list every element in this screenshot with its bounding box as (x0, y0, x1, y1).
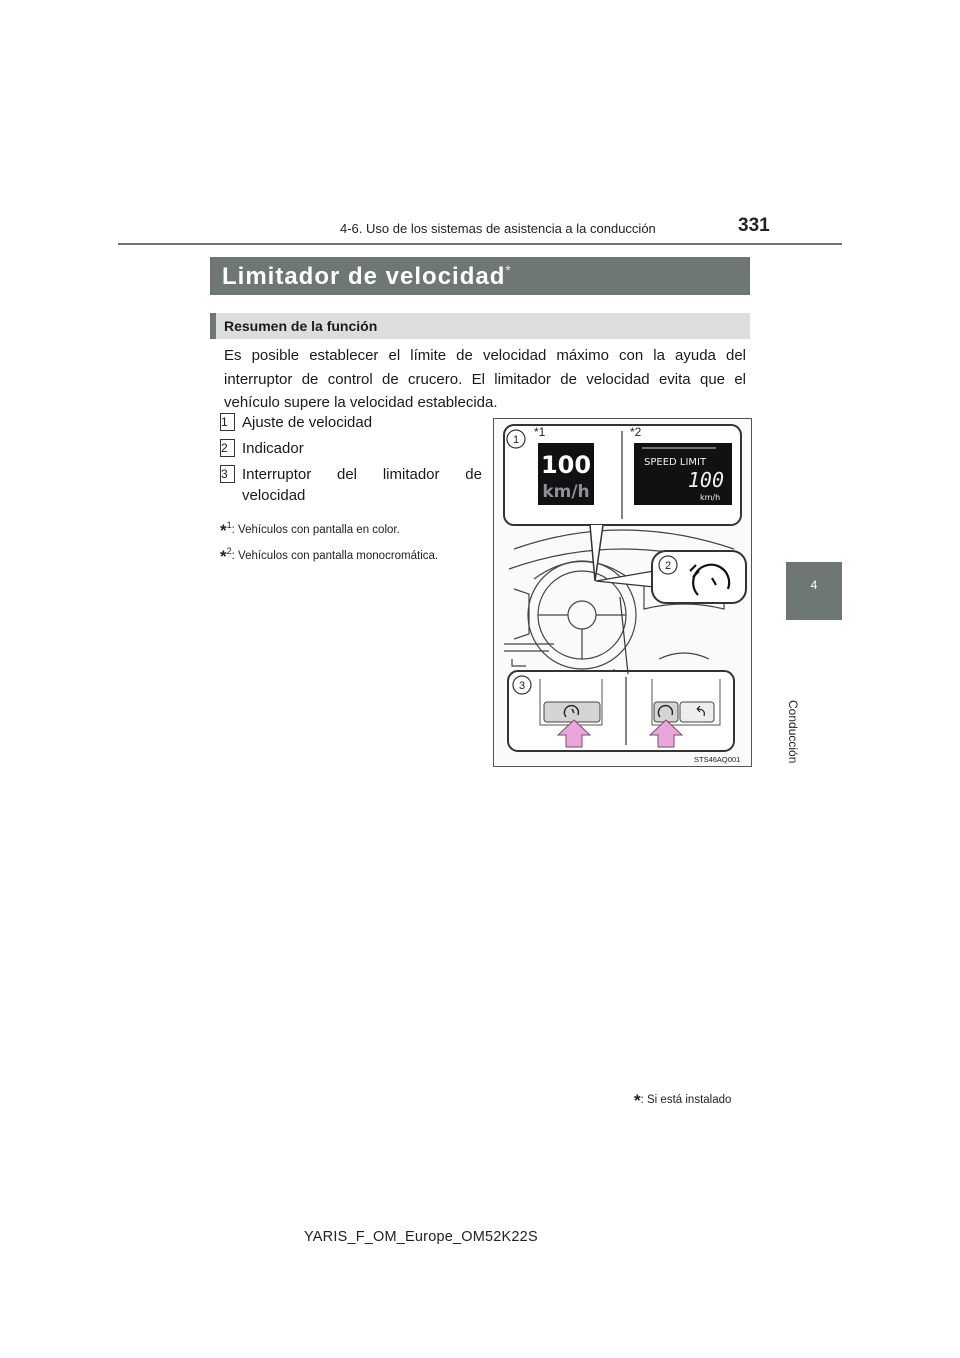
legend-item (220, 412, 482, 433)
legend-item (220, 464, 482, 506)
page-title (222, 262, 512, 291)
mono-display-value: 100 (687, 468, 724, 492)
legend-text: Indicador (242, 440, 304, 457)
note-sup: 2 (226, 546, 232, 557)
marker-color-display: *1 (534, 425, 546, 439)
legend-number: 3 (220, 465, 235, 483)
mono-display-label: SPEED LIMIT (644, 457, 707, 468)
installed-footnote (634, 1088, 731, 1108)
indicator-callout-pointer (596, 571, 654, 587)
note-asterisk: * (220, 521, 227, 540)
page-number: 331 (738, 215, 770, 236)
illustration-code: STS46AQ001 (694, 755, 741, 764)
speed-limiter-illustration (493, 418, 752, 767)
color-display-unit: km/h (542, 482, 590, 502)
note-mono-display (220, 544, 482, 564)
note-text: : Vehículos con pantalla monocromática. (231, 550, 439, 562)
intro-paragraph: Es posible establecer el límite de velocidad máximo con la ayuda del interruptor de control de crucero. El limitador de velocidad evita que el vehículo supere la velocidad establecida. (224, 347, 746, 411)
color-display-value: 100 (540, 451, 592, 479)
illustration-svg (494, 419, 751, 766)
section-accent (210, 313, 216, 339)
legend (220, 412, 482, 564)
mono-display-unit: km/h (700, 493, 721, 502)
section-heading: Resumen de la función (224, 318, 378, 334)
legend-number: 1 (220, 413, 235, 431)
legend-number: 2 (220, 439, 235, 457)
header-divider (118, 243, 842, 245)
note-color-display (220, 518, 482, 538)
note-asterisk: * (220, 547, 227, 566)
running-header: 4-6. Uso de los sistemas de asistencia a la conducción (340, 221, 656, 236)
chapter-label: Conducción (786, 700, 800, 764)
document-id: YARIS_F_OM_Europe_OM52K22S (304, 1229, 538, 1245)
marker-mono-display: *2 (630, 425, 642, 439)
legend-text: Interruptor del limitador de velocidad (242, 466, 482, 504)
callout-number-1: 1 (512, 434, 520, 446)
note-sup: 1 (226, 520, 232, 531)
callout-number-3: 3 (518, 680, 526, 692)
footnote-text: : Si está instalado (640, 1094, 732, 1106)
callout-number-2: 2 (664, 560, 672, 572)
title-asterisk: * (505, 262, 512, 278)
note-text: : Vehículos con pantalla en color. (231, 524, 400, 536)
footnote-asterisk: * (634, 1091, 641, 1110)
chapter-number: 4 (810, 578, 818, 592)
legend-text: Ajuste de velocidad (242, 414, 373, 431)
page-title-text: Limitador de velocidad (222, 263, 506, 290)
legend-item (220, 438, 482, 459)
